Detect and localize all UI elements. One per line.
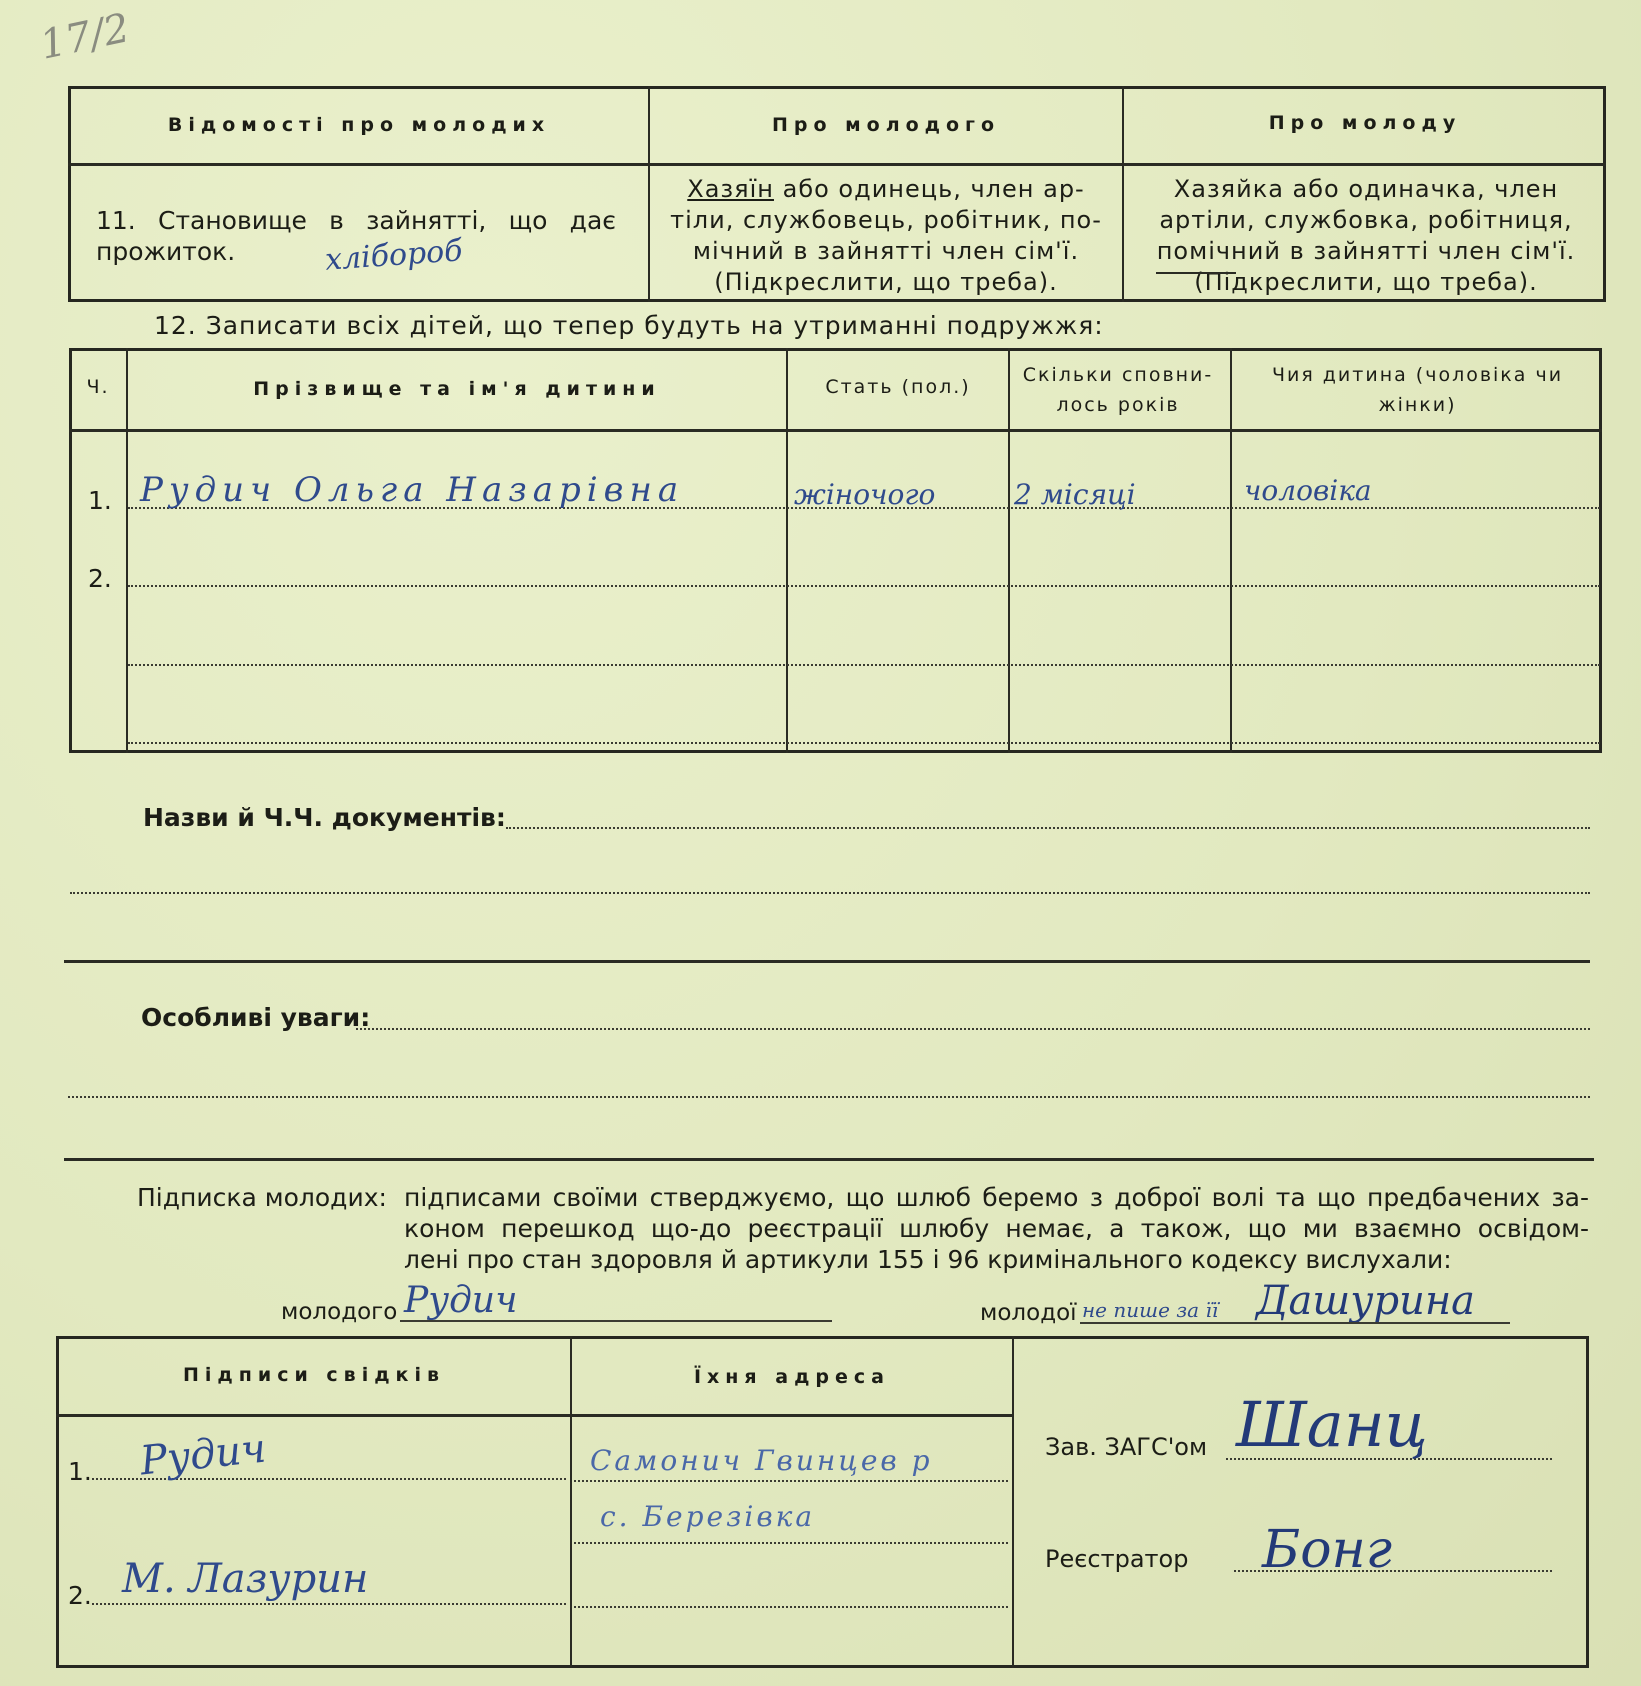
witness-line [92,1603,566,1605]
bride-occupation-options: Хазяйка або одиначка, член артіли, службовка, робітниця, помічний в зайнятті член сім'ї. (Підкреслити, що треба). [1156,175,1576,296]
bride-signature-label: молодої [980,1300,1077,1326]
row-11-occupation: хлібороб [323,233,464,278]
documents-label: Назви й Ч.Ч. документів: [143,803,506,832]
col-number: Ч. [86,376,110,398]
witness-1-num: 1. [68,1457,92,1486]
underline-mark [1156,272,1236,274]
row-line [128,585,1600,587]
child-1-whose: чоловіка [1244,474,1372,507]
witness-1-address: Самонич Гвинцев р [590,1444,933,1477]
witness-1-signature: Рудич [137,1425,269,1485]
row-line [128,742,1600,744]
table-divider [69,429,1602,432]
witness-2-signature: М. Лазурин [122,1556,369,1602]
child-1-age: 2 місяці [1014,478,1136,511]
address-line [574,1480,1008,1482]
header-spouse-info: Відомості про молодих [167,114,551,136]
witness-2-address: с. Березівка [600,1500,816,1533]
table-divider [1008,348,1010,753]
address-line [574,1606,1008,1608]
row-11-label: 11. Становище в зайнятті, що дає прожиток. [96,206,616,266]
child-1-sex: жіночого [794,478,936,511]
child-row-1-num: 1. [88,486,112,515]
zags-signature: Шанц [1236,1388,1428,1461]
section-divider [64,960,1590,963]
declaration-line-3: лені про стан здоровля й артикули 155 і 96 кримінального кодексу вислухали: [404,1245,1452,1274]
col-witness-signatures: Підписи свідків [183,1364,445,1386]
table-divider [56,1414,1012,1417]
remarks-label: Особливі уваги: [141,1003,371,1032]
table-divider [786,348,788,753]
page-mark: 17/2 [36,5,134,69]
table-divider [68,163,1606,166]
groom-signature: Рудич [404,1280,518,1321]
header-groom: Про молодого [771,114,1001,136]
groom-occupation-options: Хазяїн або одинець, член ар- тіли, службовець, робітник, по- мічний в зайнятті член сім'ї. (Підкреслити, що треба). [670,175,1102,296]
col-child-name: Прізвище та ім'я дитини [253,378,661,400]
section-divider [64,1158,1594,1161]
groom-selected-option: Хазяїн [687,175,774,203]
witness-2-num: 2. [68,1581,92,1610]
table-divider [1012,1336,1014,1668]
registrar-label: Реєстратор [1045,1545,1189,1573]
col-whose-child: Чия дитина (чоловіка чи жінки) [1271,364,1564,416]
col-witness-address: Їхня адреса [693,1366,890,1388]
remarks-line-2 [68,1096,1590,1098]
remarks-line-1 [356,1028,1590,1030]
declaration-line-1: підписами своїми стверджуємо, що шлюб беремо з доброї волі та що предбачених за- [404,1183,1589,1212]
child-1-name: Рудич Ольга Назарівна [140,470,685,510]
header-bride: Про молоду [1268,112,1462,134]
declaration-line-2: коном перешкод що-до реєстрації шлюбу немає, а також, що ми взаємно освідом- [404,1214,1589,1243]
documents-line-2 [70,892,1590,894]
table-divider [1230,348,1232,753]
bride-signature: Дашурина [1256,1278,1476,1324]
declaration-label: Підписка молодих: [137,1183,387,1212]
bride-signature-line [1080,1322,1510,1324]
table-divider [126,348,128,753]
documents-line-1 [506,827,1590,829]
row-line [128,664,1600,666]
groom-signature-label: молодого [281,1299,398,1325]
children-title: 12. Записати всіх дітей, що тепер будуть на утриманні подружжя: [154,311,1104,340]
address-line [574,1542,1008,1544]
col-age: Скільки сповни- лось років [1022,364,1214,416]
bride-signature-note: не пише за її [1082,1298,1219,1322]
col-sex: Стать (пол.) [825,376,971,398]
zags-label: Зав. ЗАГС'ом [1045,1433,1208,1461]
child-row-2-num: 2. [88,564,112,593]
registrar-signature: Бонг [1262,1520,1393,1580]
